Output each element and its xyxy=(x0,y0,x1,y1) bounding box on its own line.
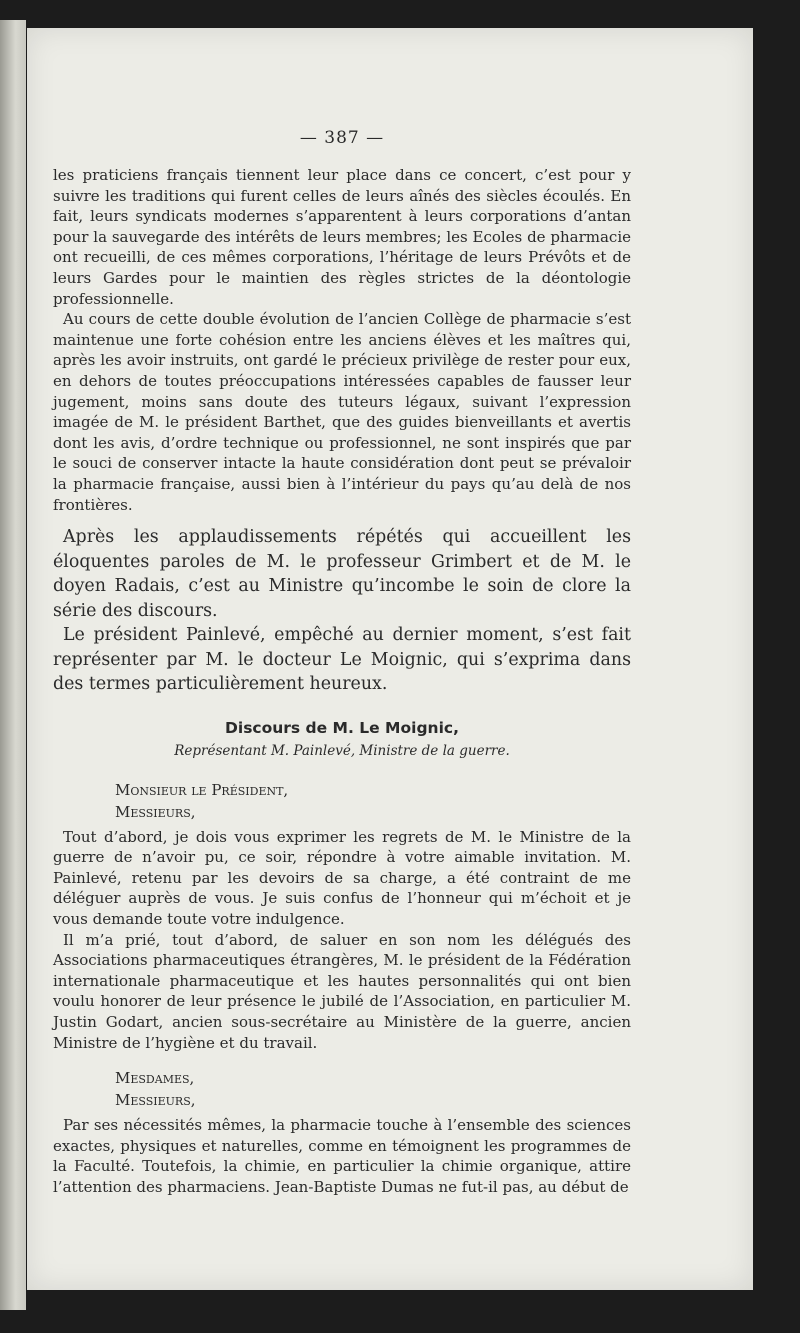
speech-text xyxy=(53,827,631,1054)
intro-text xyxy=(53,165,631,515)
paragraph: Tout d’abord, je dois vous exprimer les regrets de M. le Ministre de la guerre de n’avoir pu, ce soir, répondre à votre aimable invitation. M. Painlevé, retenu par les devoirs de sa charge, a été contraint de me déléguer auprès de vous. Je suis confus de l’honneur qui m’échoit et je vous demande toute votre indulgence. xyxy=(53,827,631,928)
salutation-line: Messieurs, xyxy=(115,1091,196,1110)
paragraph: Par ses nécessités mêmes, la pharmacie touche à l’ensemble des sciences exactes, physiques et naturelles, comme en témoignent les programmes de la Faculté. Toutefois, la chimie, en particulier la chimie organique, attire l’attention des pharmaciens. Jean-Baptiste Dumas ne fut-il pas, au début de xyxy=(53,1116,631,1196)
narration-text xyxy=(53,525,631,697)
salutation-line: Monsieur le Président, xyxy=(115,780,289,799)
adjacent-page-edge xyxy=(0,20,26,1310)
speech-heading: Discours de M. Le Moignic, xyxy=(225,718,459,737)
speech-subheading: Représentant M. Painlevé, Ministre de la guerre. xyxy=(174,742,510,759)
paragraph: les praticiens français tiennent leur place dans ce concert, c’est pour y suivre les traditions qui furent celles de leurs aînés des siècles écoulés. En fait, leurs syndicats modernes s’apparentent à leurs corporations d’antan pour la sauvegarde des intérêts de leurs membres; les Ecoles de pharmacie ont recueilli, de ces mêmes corporations, l’héritage de leurs Prévôts et de leurs Gardes pour le maintien des règles strictes de la déontologie professionnelle. xyxy=(53,166,631,308)
salutation-line: Mesdames, xyxy=(115,1069,195,1088)
paragraph: Après les applaudissements répétés qui accueillent les éloquentes paroles de M. le professeur Grimbert et de M. le doyen Radais, c’est au Ministre qu’incombe le soin de clore la série des discours. xyxy=(53,527,631,621)
paragraph: Il m’a prié, tout d’abord, de saluer en son nom les délégués des Associations pharmaceutiques étrangères, M. le président de la Fédération internationale pharmaceutique et les hautes personnalités qui ont bien voulu honorer de leur présence le jubilé de l’Association, en particulier M. Justin Godart, ancien sous-secrétaire au Ministère de la guerre, ancien Ministre de l’hygiène et du travail. xyxy=(53,930,631,1052)
page-number: — 387 — xyxy=(299,128,385,148)
speech-text xyxy=(53,1115,631,1197)
page-content xyxy=(53,128,631,1198)
paragraph: Au cours de cette double évolution de l’ancien Collège de pharmacie s’est maintenue une forte cohésion entre les anciens élèves et les maîtres qui, après les avoir instruits, ont gardé le précieux privilège de rester pour eux, en dehors de toutes préoccupations intéressées capables de fausser leur jugement, moins sans doute des tuteurs légaux, suivant l’expression imagée de M. le président Barthet, que des guides bienveillants et avertis dont les avis, d’ordre technique ou professionnel, ne sont inspirés que par le souci de conserver intacte la haute considération dont peut se prévaloir la pharmacie française, aussi bien à l’intérieur du pays qu’au delà de nos frontières. xyxy=(53,310,631,514)
salutation xyxy=(115,1067,631,1111)
book-page xyxy=(27,28,753,1290)
salutation-line: Messieurs, xyxy=(115,802,196,821)
salutation xyxy=(115,779,631,823)
paragraph: Le président Painlevé, empêché au dernier moment, s’est fait représenter par M. le docteur Le Moignic, qui s’exprima dans des termes particulièrement heureux. xyxy=(53,625,631,695)
